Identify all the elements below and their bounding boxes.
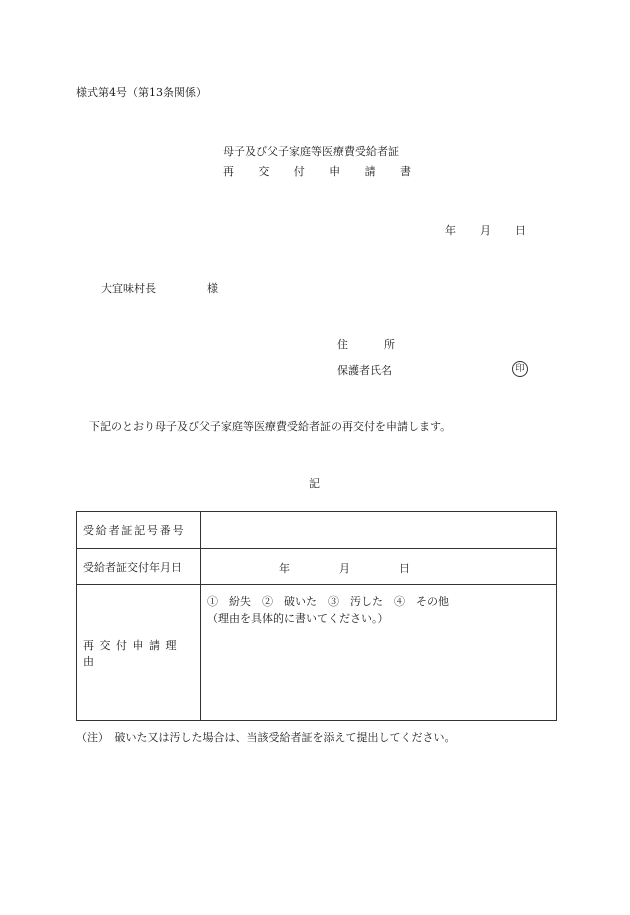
footnote: （注） 破いた又は汚した場合は、当該受給者証を添えて提出してください。 bbox=[76, 731, 456, 744]
seal-mark: 印 bbox=[512, 361, 528, 377]
title-char: 付 bbox=[293, 165, 305, 178]
address-char: 住 bbox=[337, 338, 348, 351]
date-month: 月 bbox=[480, 224, 491, 237]
application-table bbox=[76, 511, 557, 721]
table-row bbox=[77, 585, 557, 721]
form-number: 様式第4号（第13条関係） bbox=[76, 86, 207, 99]
date-day: 日 bbox=[515, 224, 526, 237]
title-line-1: 母子及び父子家庭等医療費受給者証 bbox=[223, 145, 399, 158]
reason-field[interactable] bbox=[201, 585, 557, 721]
cert-number-label: 受給者証記号番号 bbox=[83, 524, 186, 537]
reason-label bbox=[83, 637, 189, 669]
reason-label-text: 再交付申請理由 bbox=[83, 638, 182, 668]
table-row bbox=[77, 512, 557, 549]
title-char: 請 bbox=[364, 165, 376, 178]
body-text: 下記のとおり母子及び父子家庭等医療費受給者証の再交付を申請します。 bbox=[89, 420, 452, 433]
date-year: 年 bbox=[445, 224, 456, 237]
table-row bbox=[77, 549, 557, 585]
issue-date-day: 日 bbox=[399, 562, 410, 575]
guardian-name-label: 保護者氏名 bbox=[337, 364, 392, 377]
reason-options: ① 紛失 ② 破いた ③ 汚した ④ その他 bbox=[207, 595, 449, 608]
issue-date-label: 受給者証交付年月日 bbox=[83, 560, 182, 574]
cert-number-label-cell bbox=[77, 512, 201, 549]
address-label bbox=[337, 338, 395, 352]
ki-heading: 記 bbox=[309, 477, 320, 490]
title-char: 申 bbox=[329, 165, 341, 178]
title-char: 再 bbox=[223, 165, 234, 178]
title-char: 書 bbox=[399, 165, 411, 178]
addressee-honorific: 様 bbox=[207, 282, 218, 295]
issue-date-month: 月 bbox=[339, 562, 350, 575]
title-char: 交 bbox=[258, 165, 270, 178]
reason-label-cell bbox=[77, 585, 201, 721]
issue-date-year: 年 bbox=[279, 562, 290, 575]
issue-date-field[interactable] bbox=[201, 549, 557, 585]
addressee-name: 大宜味村長 bbox=[101, 282, 156, 295]
address-char: 所 bbox=[384, 338, 395, 351]
title-line-2 bbox=[223, 165, 411, 179]
reason-note: （理由を具体的に書いてください。） bbox=[207, 612, 389, 625]
issue-date-label-cell bbox=[77, 549, 201, 585]
cert-number-field[interactable] bbox=[201, 512, 557, 549]
